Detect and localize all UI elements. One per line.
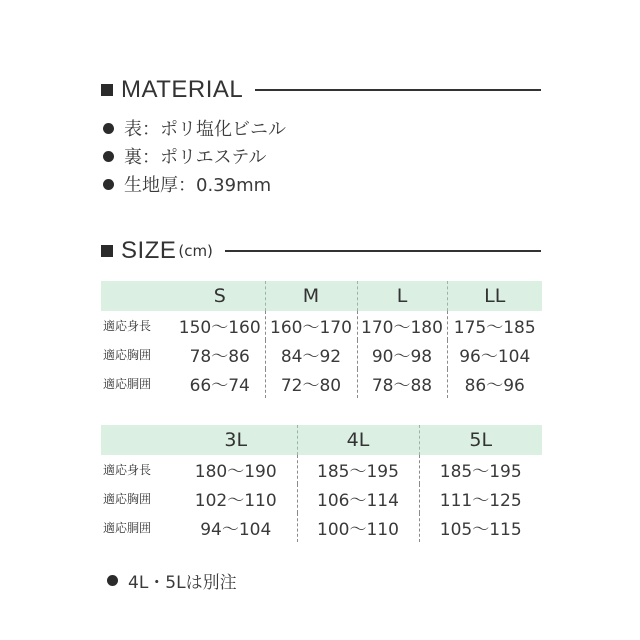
row-label: 適応胴囲 — [103, 377, 152, 391]
material-heading-text: MATERIAL — [121, 76, 244, 103]
table-cell: 180～190 — [194, 462, 277, 482]
bullet-icon — [103, 123, 114, 134]
table-cell: 100～110 — [297, 513, 419, 542]
table-header-corner — [101, 425, 175, 455]
table-header-corner — [101, 281, 175, 311]
bullet-icon — [103, 151, 114, 162]
heading-rule — [225, 250, 541, 252]
table-cell: 102～110 — [194, 491, 277, 511]
material-item — [103, 114, 286, 142]
material-item — [103, 170, 286, 198]
table-row — [101, 513, 542, 542]
table-cell: 175～185 — [447, 311, 542, 340]
table-row — [101, 484, 542, 513]
size-table-s-to-ll — [101, 281, 542, 398]
square-bullet-icon — [101, 84, 113, 96]
size-heading-unit: (cm) — [178, 242, 213, 260]
material-item-text: 生地厚：0.39mm — [124, 175, 272, 196]
table-cell: 66～74 — [189, 376, 250, 396]
table-cell: 185～195 — [419, 455, 542, 484]
bullet-icon — [103, 179, 114, 190]
table-cell: 96～104 — [447, 340, 542, 369]
table-row — [101, 369, 542, 398]
size-heading — [101, 236, 541, 266]
table-cell: 111～125 — [419, 484, 542, 513]
table-row — [101, 455, 542, 484]
table-cell: 185～195 — [297, 455, 419, 484]
row-label: 適応胴囲 — [103, 521, 152, 535]
table-header-row — [101, 425, 542, 455]
size-heading-text: SIZE — [121, 237, 177, 264]
table-cell: 94～104 — [200, 520, 272, 540]
table-row — [101, 340, 542, 369]
material-item-text: 表：ポリ塩化ビニル — [124, 119, 286, 140]
table-cell: 170～180 — [357, 311, 447, 340]
bullet-icon — [107, 575, 118, 586]
table-cell: 78～86 — [189, 347, 250, 367]
table-cell: 90～98 — [357, 340, 447, 369]
material-item-text: 裏：ポリエステル — [124, 147, 267, 168]
table-cell: 160～170 — [265, 311, 357, 340]
material-item — [103, 142, 286, 170]
special-order-note — [107, 566, 237, 594]
size-table-3l-to-5l — [101, 425, 542, 542]
row-label: 適応身長 — [103, 463, 152, 477]
row-label: 適応胸囲 — [103, 492, 152, 506]
material-list — [103, 114, 286, 198]
table-row — [101, 311, 542, 340]
note-text: 4L・5Lは別注 — [128, 572, 237, 593]
table-cell: 106～114 — [297, 484, 419, 513]
row-label: 適応身長 — [103, 319, 152, 333]
table-cell: 84～92 — [265, 340, 357, 369]
material-heading — [101, 75, 541, 105]
size-header-cell: 5L — [419, 425, 542, 455]
table-cell: 150～160 — [178, 318, 261, 338]
square-bullet-icon — [101, 245, 113, 257]
size-header-cell: 3L — [175, 425, 297, 455]
size-header-cell: S — [175, 281, 265, 311]
table-cell: 105～115 — [419, 513, 542, 542]
size-header-cell: M — [265, 281, 357, 311]
table-cell: 72～80 — [265, 369, 357, 398]
size-header-cell: LL — [447, 281, 542, 311]
table-header-row — [101, 281, 542, 311]
heading-rule — [255, 89, 541, 91]
size-header-cell: 4L — [297, 425, 419, 455]
table-cell: 78～88 — [357, 369, 447, 398]
row-label: 適応胸囲 — [103, 348, 152, 362]
table-cell: 86～96 — [447, 369, 542, 398]
size-header-cell: L — [357, 281, 447, 311]
